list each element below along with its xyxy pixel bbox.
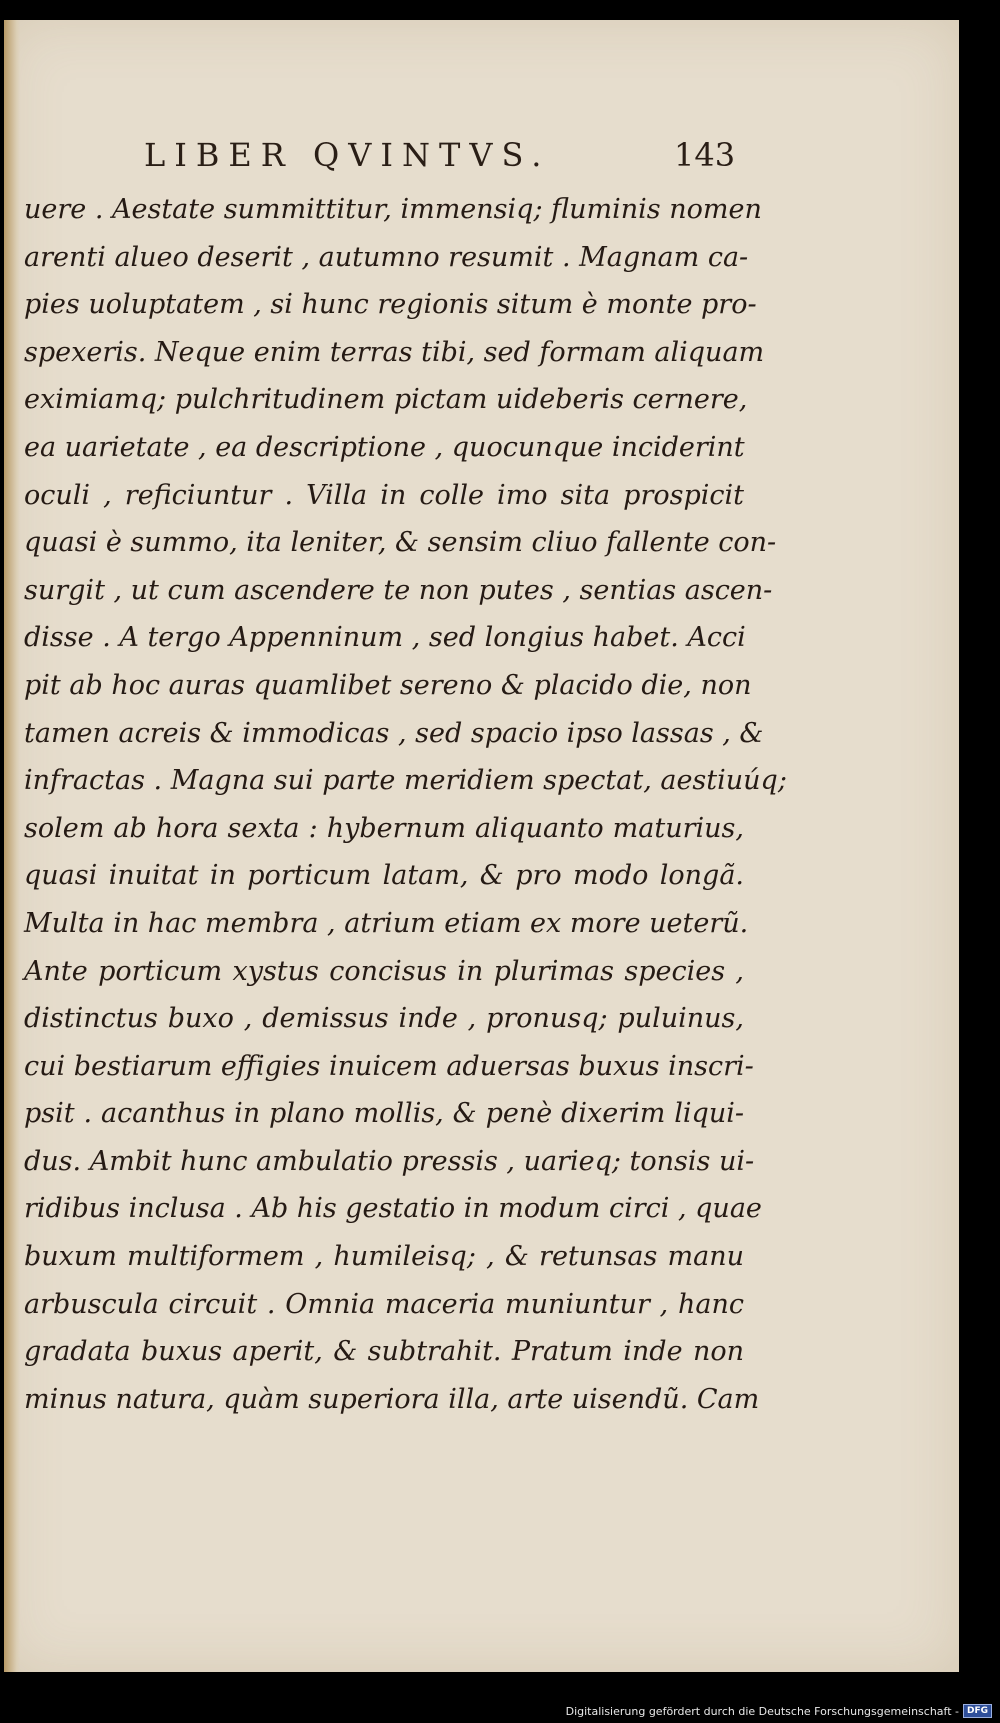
text-line: eximiamq; pulchritudinem pictam uideberis cernere, [24,384,748,416]
text-line: ea uarietate , ea descriptione , quocunque inciderint [24,431,745,463]
text-line: pit ab hoc auras quamlibet sereno & placido die, non [24,669,752,701]
text-line: buxum multiformem , humileisq; , & retunsas manu [24,1241,744,1273]
text-line: tamen acreis & immodicas , sed spacio ipso lassas , & [24,717,764,749]
text-line: gradata buxus aperit, & subtrahit. Pratum inde non [24,1336,744,1368]
text-line: dus. Ambit hunc ambulatio pressis , uarieq; tonsis ui- [24,1145,755,1177]
text-line: solem ab hora sexta : hybernum aliquanto maturius, [24,812,744,844]
text-line: spexeris. Neque enim terras tibi, sed formam aliquam [24,336,765,368]
book-page [4,20,959,1672]
text-line: Multa in hac membra , atrium etiam ex more ueterũ. [24,907,749,939]
text-line: surgit , ut cum ascendere te non putes , sentias ascen- [24,574,773,606]
body-text [24,186,787,1423]
footer-credit [566,1703,992,1719]
running-head: LIBER QVINTVS. [144,136,551,174]
text-line: pies uoluptatem , si hunc regionis situm è monte pro- [24,289,757,321]
page-number: 143 [674,136,736,174]
text-line: oculi , reficiuntur . Villa in colle imo sita prospicit [24,479,744,511]
text-line: arbuscula circuit . Omnia maceria muniuntur , hanc [24,1288,744,1320]
text-line: arenti alueo deserit , autumno resumit . Magnam ca- [24,241,749,273]
text-line: Ante porticum xystus concisus in plurimas species , [24,955,744,987]
text-line: distinctus buxo , demissus inde , pronusq; puluinus, [24,1003,744,1035]
text-line: cui bestiarum effigies inuicem aduersas buxus inscri- [24,1050,754,1082]
text-line: disse . A tergo Appenninum , sed longius habet. Acci [24,622,746,654]
text-line: quasi è summo, ita leniter, & sensim cliuo fallente con- [24,527,777,559]
dfg-logo: DFG [963,1704,992,1718]
text-line: infractas . Magna sui parte meridiem spectat, aestiuúq; [24,765,787,797]
text-line: quasi inuitat in porticum latam, & pro modo longã. [24,860,744,892]
text-line: minus natura, quàm superiora illa, arte uisendũ. Cam [24,1383,760,1415]
text-line: ridibus inclusa . Ab his gestatio in modum circi , quae [24,1193,762,1225]
text-line: psit . acanthus in plano mollis, & penè dixerim liqui- [24,1098,744,1130]
text-line: uere . Aestate summittitur, immensiq; fluminis nomen [24,194,762,225]
footer-credit-text: Digitalisierung gefördert durch die Deutsche Forschungsgemeinschaft - [565,1704,959,1718]
page-gutter-edge [4,20,20,1672]
